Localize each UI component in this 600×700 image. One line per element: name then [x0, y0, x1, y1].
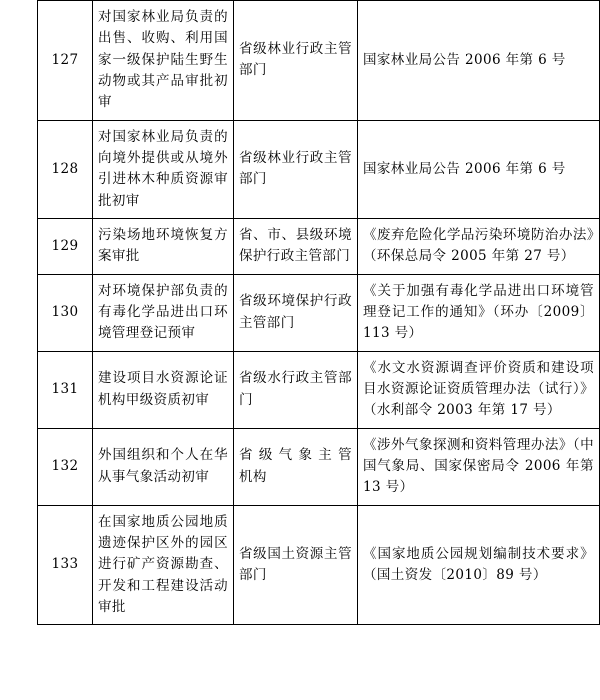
row-legal-basis-text: 国家林业局公告 2006 年第 6 号: [363, 51, 566, 68]
row-department-text: 省级国土资源主管部门: [239, 545, 352, 583]
page-left-margin: [0, 1, 38, 121]
table-row: [0, 351, 600, 428]
row-number: [38, 1, 93, 121]
page-left-margin: [0, 351, 38, 428]
row-department: [234, 428, 358, 505]
row-item-name: [93, 218, 234, 274]
row-number: [38, 274, 93, 351]
row-number: [38, 218, 93, 274]
table-row: [0, 120, 600, 218]
row-number-text: 131: [51, 380, 79, 397]
row-legal-basis-text: 《关于加强有毒化学品进出口环境管理登记工作的通知》（环办〔2009〕113 号）: [363, 282, 594, 342]
page-left-margin: [0, 505, 38, 625]
row-number-text: 132: [51, 457, 79, 474]
row-item-name: [93, 120, 234, 218]
row-legal-basis: [358, 351, 600, 428]
table-row: [0, 274, 600, 351]
row-legal-basis-text: 《废弃危险化学品污染环境防治办法》（环保总局令 2005 年第 27 号）: [363, 226, 594, 265]
row-legal-basis-text: 国家林业局公告 2006 年第 6 号: [363, 160, 566, 177]
row-number: [38, 428, 93, 505]
row-legal-basis: [358, 120, 600, 218]
row-item-name: [93, 428, 234, 505]
page-left-margin: [0, 218, 38, 274]
table-row: [0, 505, 600, 625]
row-legal-basis: [358, 274, 600, 351]
row-department-text: 省、市、县级环境保护行政主管部门: [239, 226, 352, 265]
table-row: [0, 428, 600, 505]
row-item-name-text: 污染场地环境恢复方案审批: [98, 226, 228, 265]
row-department: [234, 505, 358, 625]
row-legal-basis: [358, 1, 600, 121]
row-legal-basis: [358, 505, 600, 625]
row-department-text: 省级环境保护行政主管部门: [239, 293, 352, 331]
row-department-text: 省级林业行政主管部门: [239, 40, 352, 79]
row-department-text: 省级林业行政主管部门: [239, 149, 352, 188]
row-department: [234, 274, 358, 351]
row-legal-basis: [358, 218, 600, 274]
row-department: [234, 351, 358, 428]
page-left-margin: [0, 428, 38, 505]
row-legal-basis-text: 《水文水资源调查评价资质和建设项目水资源论证资质管理办法（试行）》（水利部令 2003 年第 17 号）: [363, 359, 594, 419]
row-number-text: 127: [51, 51, 79, 68]
row-item-name: [93, 505, 234, 625]
row-item-name-text: 对国家林业局负责的出售、收购、利用国家一级保护陆生野生动物或其产品审批初审: [98, 9, 228, 111]
row-department-text: 省 级 气 象 主 管机构: [239, 447, 352, 485]
row-number: [38, 120, 93, 218]
row-legal-basis: [358, 428, 600, 505]
row-item-name: [93, 274, 234, 351]
table-body: [0, 1, 600, 625]
table-row: [0, 218, 600, 274]
row-department-text: 省级水行政主管部门: [239, 370, 352, 408]
row-department: [234, 1, 358, 121]
page-left-margin: [0, 120, 38, 218]
row-item-name: [93, 351, 234, 428]
row-number-text: 133: [51, 556, 79, 573]
row-number: [38, 351, 93, 428]
row-item-name-text: 对环境保护部负责的有毒化学品进出口环境管理登记预审: [98, 282, 228, 342]
row-number-text: 128: [51, 160, 79, 177]
row-number-text: 129: [51, 237, 79, 254]
table-row: [0, 1, 600, 121]
row-legal-basis-text: 《国家地质公园规划编制技术要求》（国土资发〔2010〕89 号）: [363, 545, 594, 583]
row-number: [38, 505, 93, 625]
row-item-name-text: 在国家地质公园地质遗迹保护区外的园区进行矿产资源勘查、开发和工程建设活动审批: [98, 513, 228, 615]
row-item-name-text: 建设项目水资源论证机构甲级资质初审: [98, 370, 228, 408]
page-left-margin: [0, 274, 38, 351]
row-item-name: [93, 1, 234, 121]
row-department: [234, 218, 358, 274]
row-legal-basis-text: 《涉外气象探测和资料管理办法》（中国气象局、国家保密局令 2006 年第 13 号）: [363, 436, 599, 496]
row-number-text: 130: [51, 303, 79, 320]
row-item-name-text: 对国家林业局负责的向境外提供或从境外引进林木种质资源审批初审: [98, 128, 228, 209]
row-item-name-text: 外国组织和个人在华从事气象活动初审: [98, 447, 228, 485]
row-department: [234, 120, 358, 218]
